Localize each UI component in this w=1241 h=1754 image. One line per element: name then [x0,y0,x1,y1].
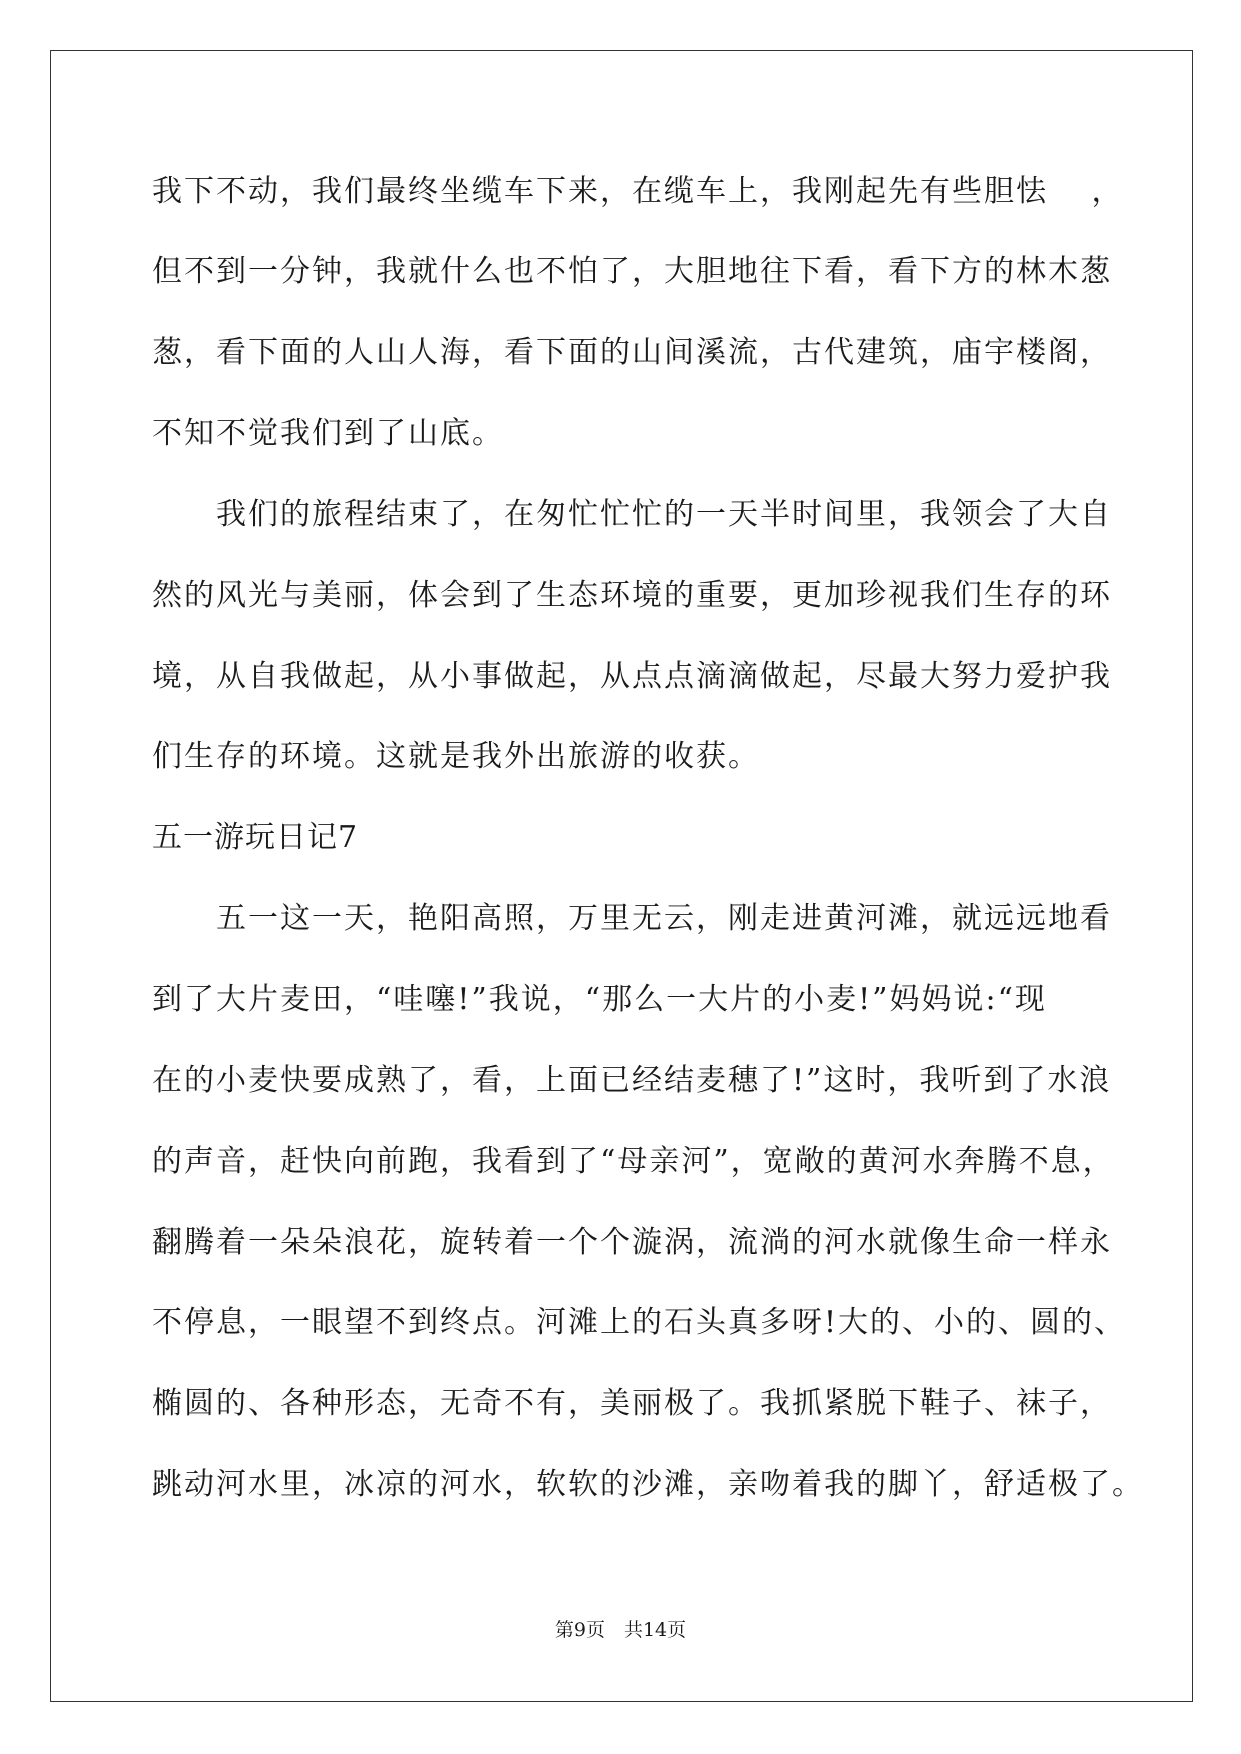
text-line: 境，从自我做起，从小事做起，从点点滴滴做起，尽最大努力爱护我 [152,659,1112,694]
text-line: 们生存的环境。这就是我外出旅游的收获。 [152,739,760,774]
page-number: 第9页 共14页 [554,1619,687,1641]
text-line: 我们的旅程结束了，在匆忙忙忙的一天半时间里，我领会了大自 [152,497,1112,532]
text-line: 五一这一天，艳阳高照，万里无云，刚走进黄河滩，就远远地看 [152,901,1112,936]
text-line: 在的小麦快要成熟了，看，上面已经结麦穗了!”这时，我听到了水浪 [152,1063,1112,1098]
text-line: 葱，看下面的人山人海，看下面的山间溪流，古代建筑，庙宇楼阁， [152,335,1112,370]
text-line: 不知不觉我们到了山底。 [152,416,504,451]
text-line: 翻腾着一朵朵浪花，旋转着一个个漩涡，流淌的河水就像生命一样永 [152,1225,1112,1260]
text-line: 跳动河水里，冰凉的河水，软软的沙滩，亲吻着我的脚丫，舒适极了。 [152,1467,1144,1502]
section-heading: 五一游玩日记7 [152,820,359,855]
page-border [50,50,1193,1702]
text-line: 椭圆的、各种形态，无奇不有，美丽极了。我抓紧脱下鞋子、袜子， [152,1386,1112,1421]
text-line: 到了大片麦田，“哇噻!”我说，“那么一大片的小麦!”妈妈说:“现 [152,982,1047,1017]
text-line: 我下不动，我们最终坐缆车下来，在缆车上，我刚起先有些胆怯 ， [152,174,1124,209]
text-line: 然的风光与美丽，体会到了生态环境的重要，更加珍视我们生存的环 [152,578,1112,613]
text-line: 但不到一分钟，我就什么也不怕了，大胆地往下看，看下方的林木葱 [152,254,1112,289]
text-line: 不停息，一眼望不到终点。河滩上的石头真多呀!大的、小的、圆的、 [152,1305,1127,1340]
text-line: 的声音，赶快向前跑，我看到了“母亲河”，宽敞的黄河水奔腾不息， [152,1144,1115,1179]
